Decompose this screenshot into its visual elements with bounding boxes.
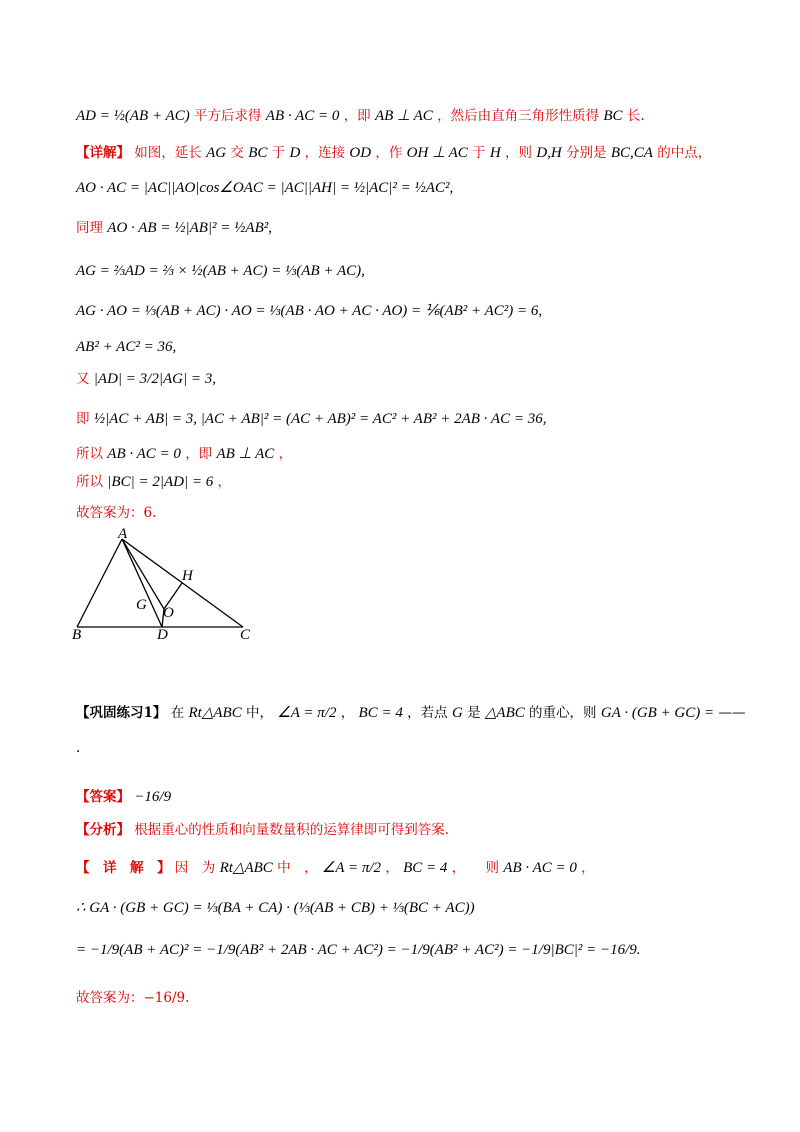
label-d: D: [157, 627, 168, 643]
text-segment: 于: [271, 145, 286, 161]
math-ag: AG: [206, 145, 227, 161]
so-label: 所以: [76, 474, 103, 490]
label-o: O: [163, 605, 174, 621]
math-bc-4: BC = 4: [358, 705, 403, 721]
solution-label: 【 详 解 】: [76, 860, 171, 876]
exercise-label: 【巩固练习1】: [76, 705, 167, 721]
detail-line: [76, 143, 711, 163]
math-dot-zero: AB · AC = 0: [265, 108, 340, 124]
text-segment: ，: [385, 860, 399, 876]
text-segment: ，即: [185, 446, 213, 462]
equation-1: AO · AC = |AC||AO|cos∠OAC = |AC||AH| = ½|AC|² = ½AC²,: [76, 180, 454, 196]
text-segment: ，则: [505, 145, 533, 161]
answer-label: 【答案】: [76, 789, 130, 805]
math-rt-triangle: Rt△ABC: [219, 860, 273, 876]
text-segment: 中，: [246, 705, 273, 721]
text-segment: ，: [278, 446, 293, 462]
answer-line: 故答案为：6.: [76, 505, 157, 521]
math-expression: GA · (GB + GC) =: [600, 705, 715, 721]
equation-6: |AD| = 3/2|AG| = 3,: [93, 371, 216, 387]
answer-line: [76, 787, 171, 807]
solution-line-1: [76, 858, 595, 878]
equation-9: |BC| = 2|AD| = 6: [107, 474, 214, 490]
same-reasoning-label: 同理: [76, 220, 103, 236]
equation-9-line: [76, 472, 231, 492]
label-b: B: [72, 627, 82, 643]
math-oh-perp-ac: OH ⊥ AC: [406, 145, 468, 161]
math-rt-triangle: Rt△ABC: [188, 705, 242, 721]
text-segment: ，作: [375, 145, 403, 161]
answer-value: −16/9: [134, 789, 172, 805]
math-d: D: [289, 145, 301, 161]
text-segment: 的重心，则: [529, 705, 597, 721]
solution-line-2: ∴ GA · (GB + GC) = ⅓(BA + CA) · (⅓(AB + CB) + ⅓(BC + AC)): [76, 900, 475, 916]
text-segment: ，然后由直角三角形性质得: [437, 108, 600, 124]
math-bc: BC: [248, 145, 268, 161]
equation-7: ½|AC + AB| = 3, |AC + AB|² = (AC + AB)² = AC² + AB² + 2AB · AC = 36,: [93, 411, 547, 427]
analysis-text: 根据重心的性质和向量数量积的运算律即可得到答案.: [134, 822, 450, 838]
ie-label: 即: [76, 411, 90, 427]
text-segment: 因 为: [174, 860, 216, 876]
text-segment: ，即: [343, 108, 371, 124]
label-g: G: [136, 597, 147, 613]
also-label: 又: [76, 371, 90, 387]
text-segment: 如图，延长: [134, 145, 202, 161]
text-segment: ，连接: [304, 145, 346, 161]
text-segment: 长.: [626, 108, 645, 124]
exercise-end-dot: .: [76, 740, 81, 756]
math-bcca: BC,CA: [610, 145, 653, 161]
analysis-line-1: [76, 106, 645, 126]
solution-final: 故答案为：−16/9.: [76, 990, 190, 1006]
math-dot-zero: AB · AC = 0: [503, 860, 577, 876]
equation-2: AO · AB = ½|AB|² = ½AB²,: [107, 220, 272, 236]
text-segment: 是: [467, 705, 481, 721]
equation-2-line: [76, 218, 272, 238]
text-segment: 交: [230, 145, 244, 161]
equation-8-perp: AB ⊥ AC: [216, 446, 275, 462]
solution-line-3: = −1/9(AB + AC)² = −1/9(AB² + 2AB · AC + AC²) = −1/9(AB² + AC²) = −1/9|BC|² = −16/9.: [76, 942, 641, 958]
detail-label: 【详解】: [76, 145, 130, 161]
math-bc: BC: [603, 108, 623, 124]
label-h: H: [182, 568, 193, 584]
math-bc-4: BC = 4: [403, 860, 448, 876]
math-angle-a: ∠A = π/2: [321, 860, 382, 876]
math-h: H: [489, 145, 501, 161]
equation-6-line: [76, 369, 216, 389]
analysis-line: [76, 820, 449, 840]
text-segment: ，: [340, 705, 355, 721]
text-segment: 中 ，: [277, 860, 318, 876]
math-angle-a: ∠A = π/2: [277, 705, 337, 721]
text-segment: ，: [581, 860, 595, 876]
text-segment: 平方后求得: [194, 108, 262, 124]
math-od: OD: [349, 145, 372, 161]
equation-8: AB · AC = 0: [107, 446, 181, 462]
equation-4: AG · AO = ⅓(AB + AC) · AO = ⅓(AB · AO + AC · AO) = ⅙(AB² + AC²) = 6,: [76, 303, 543, 319]
so-label: 所以: [76, 446, 103, 462]
math-g: G: [451, 705, 463, 721]
math-perp: AB ⊥ AC: [374, 108, 433, 124]
equation-5: AB² + AC² = 36,: [76, 339, 177, 355]
segment-ab: [77, 539, 122, 627]
math-triangle: △ABC: [484, 705, 525, 721]
label-a: A: [118, 526, 128, 542]
text-segment: 分别是: [566, 145, 607, 161]
text-segment: 于: [472, 145, 486, 161]
triangle-figure: [60, 525, 280, 645]
exercise-line: [76, 703, 745, 723]
text-segment: 在: [170, 705, 185, 721]
equation-8-line: [76, 444, 292, 464]
equation-3: AG = ⅔AD = ⅔ × ½(AB + AC) = ⅓(AB + AC),: [76, 263, 365, 279]
text-segment: ，: [217, 474, 231, 490]
text-segment: ， 则: [451, 860, 499, 876]
text-segment: 的中点，: [657, 145, 712, 161]
equation-7-line: [76, 409, 546, 429]
text-segment: ，若点: [407, 705, 448, 721]
answer-blank: ——: [718, 705, 746, 721]
label-c: C: [240, 627, 251, 643]
math-dh: D,H: [536, 145, 562, 161]
segment-ad: [122, 539, 162, 627]
analysis-label: 【分析】: [76, 822, 130, 838]
math-ad-expr: AD = ½(AB + AC): [76, 108, 190, 124]
